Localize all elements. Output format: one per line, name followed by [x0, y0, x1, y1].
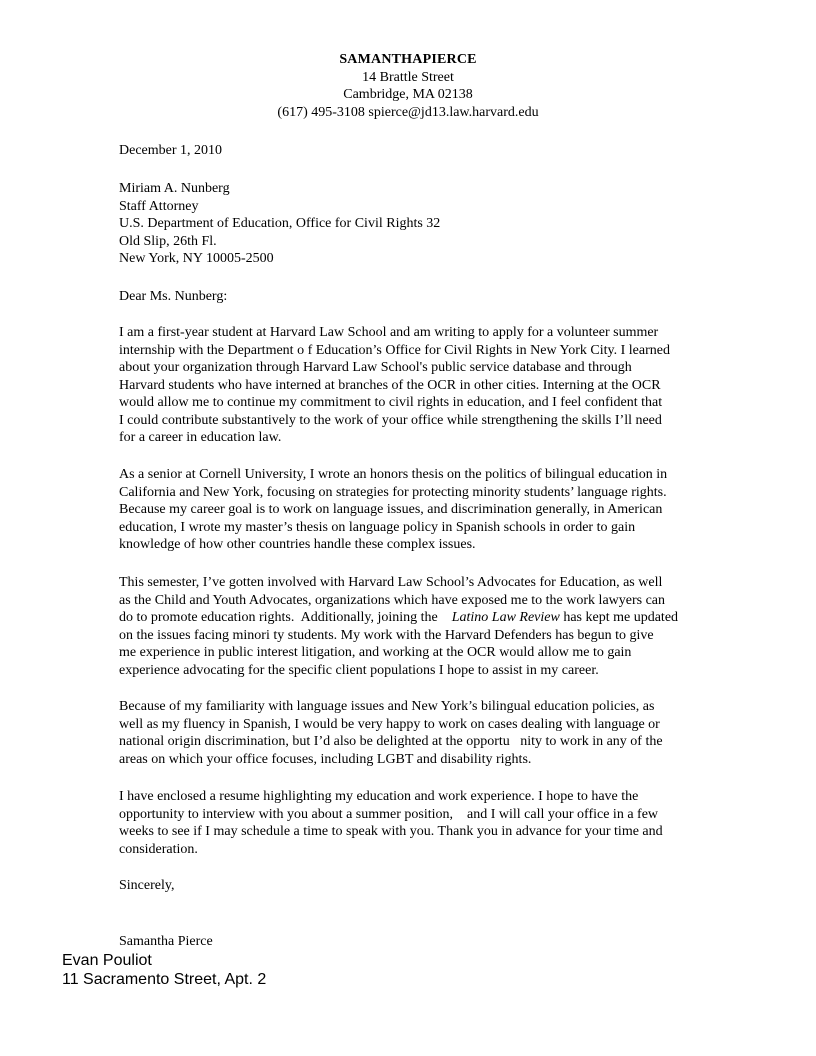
paragraph-line: opportunity to interview with you about a summer position, and I will call your office in a few [119, 806, 659, 822]
paragraph-line: on the issues facing minori ty students. My work with the Harvard Defenders has begun to give [119, 627, 654, 643]
paragraph-line: areas on which your office focuses, including LGBT and disability rights. [119, 751, 532, 767]
paragraph-line: I have enclosed a resume highlighting my education and work experience. I hope to have the [119, 789, 639, 804]
paragraph-line: education, I wrote my master’s thesis on language policy in Spanish schools in order to gain [119, 519, 636, 535]
recipient-line: Miriam A. Nunberg [119, 181, 230, 196]
paragraph-line: As a senior at Cornell University, I wrote an honors thesis on the politics of bilingual education in [119, 467, 668, 482]
sender-city: Cambridge, MA 02138 [343, 87, 473, 102]
paragraph-line: This semester, I’ve gotten involved with Harvard Law School’s Advocates for Education, as well [119, 575, 663, 590]
paragraph-line: me experience in public interest litigation, and working at the OCR would allow me to gain [119, 645, 632, 660]
paragraph-line-with-journal [119, 609, 709, 627]
paragraph-line: Because of my familiarity with language issues and New York’s bilingual education policies, as [119, 699, 655, 714]
paragraph-line: consideration. [119, 841, 198, 857]
paragraph-line: weeks to see if I may schedule a time to speak with you. Thank you in advance for your time and [119, 824, 663, 839]
line-text: has kept me updated [559, 610, 679, 625]
letterhead [0, 51, 816, 121]
paragraph-background [119, 466, 709, 554]
letter-date [119, 142, 709, 160]
salutation [119, 288, 709, 306]
paragraph-line: well as my fluency in Spanish, I would be very happy to work on cases dealing with language or [119, 716, 660, 732]
paragraph-line: I am a first-year student at Harvard Law School and am writing to apply for a volunteer summer [119, 325, 659, 340]
complimentary-close [119, 877, 709, 895]
recipient-line: New York, NY 10005-2500 [119, 251, 274, 266]
paragraph-activities [119, 574, 709, 679]
footer-street: 11 Sacramento Street, Apt. 2 [62, 971, 267, 988]
signature-name: Samantha Pierce [119, 934, 213, 949]
paragraph-line: national origin discrimination, but I’d also be delighted at the opportu nity to work in any of the [119, 734, 663, 749]
recipient-address [119, 180, 709, 268]
paragraph-line: Because my career goal is to work on language issues, and discrimination generally, in American [119, 502, 663, 517]
recipient-line: U.S. Department of Education, Office for Civil Rights 32 [119, 216, 441, 231]
paragraph-line: Harvard students who have interned at branches of the OCR in other cities. Interning at the OCR [119, 377, 661, 393]
paragraph-intro [119, 324, 709, 447]
paragraph-line: for a career in education law. [119, 430, 282, 445]
journal-title: Latino Law Review [451, 610, 560, 625]
closing-text: Sincerely, [119, 878, 175, 893]
recipient-line: Staff Attorney [119, 198, 199, 214]
recipient-line: Old Slip, 26th Fl. [119, 233, 217, 249]
sender-street: 14 Brattle Street [362, 69, 454, 85]
paragraph-line: would allow me to continue my commitment to civil rights in education, and I feel confident that [119, 395, 663, 410]
paragraph-line: I could contribute substantively to the work of your office while strengthening the skills I’ll need [119, 412, 662, 428]
paragraph-interests [119, 698, 709, 768]
paragraph-line: about your organization through Harvard Law School's public service database and through [119, 360, 632, 375]
sender-name: SAMANTHAPIERCE [339, 52, 477, 67]
paragraph-line: California and New York, focusing on strategies for protecting minority students’ language rights. [119, 484, 667, 500]
paragraph-line: internship with the Department o f Education’s Office for Civil Rights in New York City. I learned [119, 342, 670, 358]
footer-address [62, 951, 266, 989]
paragraph-closing [119, 788, 709, 858]
line-text: do to promote education rights. Additionally, joining the [119, 610, 452, 625]
footer-name: Evan Pouliot [62, 952, 152, 969]
paragraph-line: experience advocating for the specific client populations I hope to assist in my career. [119, 662, 599, 678]
sender-contact: (617) 495-3108 spierce@jd13.law.harvard.edu [277, 104, 539, 120]
paragraph-line: knowledge of how other countries handle these complex issues. [119, 537, 476, 552]
date-text: December 1, 2010 [119, 143, 223, 158]
paragraph-line: as the Child and Youth Advocates, organizations which have exposed me to the work lawyers can [119, 592, 666, 608]
signature-block [119, 933, 709, 951]
salutation-text: Dear Ms. Nunberg: [119, 289, 228, 304]
